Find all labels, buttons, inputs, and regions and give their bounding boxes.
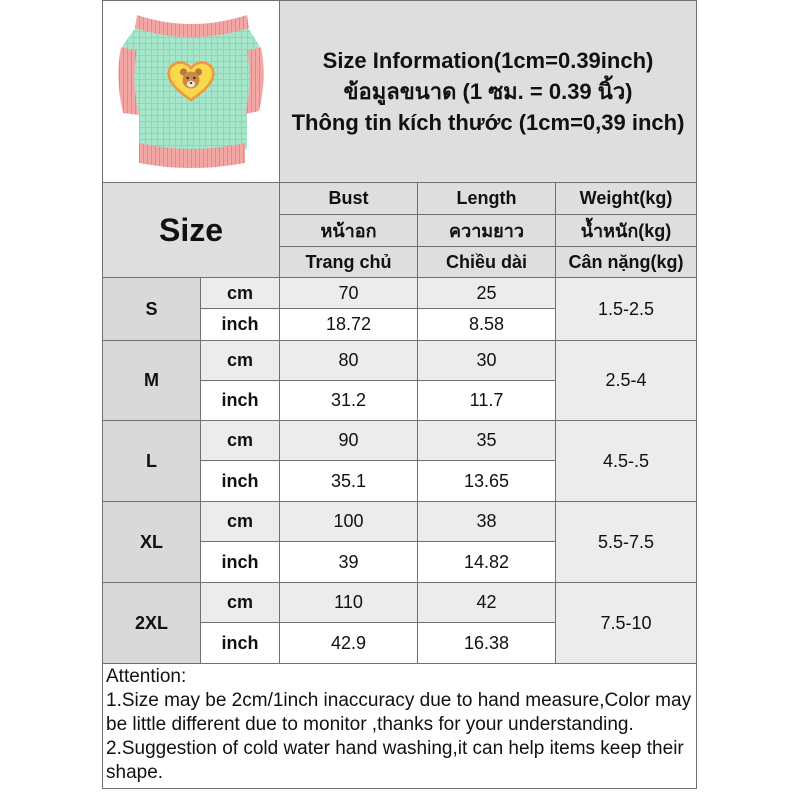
bust-cm-value: 100 <box>280 502 418 542</box>
unit-cm-label: cm <box>201 583 280 623</box>
size-label: L <box>103 421 201 502</box>
attention-note-2: 2.Suggestion of cold water hand washing,it can help items keep their shape. <box>106 738 684 783</box>
bust-header-en: Bust <box>280 183 418 215</box>
weight-value: 1.5-2.5 <box>556 278 697 341</box>
product-photo <box>103 1 280 183</box>
unit-cm-label: cm <box>201 421 280 461</box>
weight-value: 2.5-4 <box>556 341 697 421</box>
bust-cm-value: 90 <box>280 421 418 461</box>
weight-value: 7.5-10 <box>556 583 697 664</box>
unit-inch-label: inch <box>201 381 280 421</box>
bust-inch-value: 31.2 <box>280 381 418 421</box>
bust-inch-value: 35.1 <box>280 461 418 502</box>
length-inch-value: 13.65 <box>418 461 556 502</box>
length-cm-value: 42 <box>418 583 556 623</box>
unit-inch-label: inch <box>201 309 280 341</box>
length-header-en: Length <box>418 183 556 215</box>
size-label: XL <box>103 502 201 583</box>
bear-left-eye <box>186 77 188 79</box>
unit-cm-label: cm <box>201 278 280 309</box>
attention-notes <box>103 664 697 789</box>
size-label: 2XL <box>103 583 201 664</box>
bust-header-vi: Trang chủ <box>280 247 418 278</box>
length-cm-value: 25 <box>418 278 556 309</box>
weight-header-en: Weight(kg) <box>556 183 697 215</box>
bear-nose <box>190 82 193 84</box>
size-chart <box>102 0 697 789</box>
size-info-title-en: Size Information(1cm=0.39inch) <box>322 48 654 73</box>
length-inch-value: 14.82 <box>418 542 556 583</box>
bust-inch-value: 42.9 <box>280 623 418 664</box>
weight-header-th: น้ำหนัก(kg) <box>556 215 697 247</box>
unit-inch-label: inch <box>201 542 280 583</box>
length-cm-value: 38 <box>418 502 556 542</box>
unit-cm-label: cm <box>201 341 280 381</box>
bust-inch-value: 39 <box>280 542 418 583</box>
weight-header-vi: Cân nặng(kg) <box>556 247 697 278</box>
bust-header-th: หน้าอก <box>280 215 418 247</box>
length-inch-value: 11.7 <box>418 381 556 421</box>
length-inch-value: 8.58 <box>418 309 556 341</box>
bust-cm-value: 80 <box>280 341 418 381</box>
length-inch-value: 16.38 <box>418 623 556 664</box>
unit-cm-label: cm <box>201 502 280 542</box>
size-label: S <box>103 278 201 341</box>
length-cm-value: 35 <box>418 421 556 461</box>
size-heading: Size <box>103 183 280 278</box>
unit-inch-label: inch <box>201 461 280 502</box>
length-header-vi: Chiều dài <box>418 247 556 278</box>
length-header-th: ความยาว <box>418 215 556 247</box>
size-label: M <box>103 341 201 421</box>
bust-cm-value: 70 <box>280 278 418 309</box>
length-cm-value: 30 <box>418 341 556 381</box>
unit-inch-label: inch <box>201 623 280 664</box>
attention-note-1: 1.Size may be 2cm/1inch inaccuracy due to hand measure,Color may be little different due to monitor ,thanks for your understanding. <box>106 690 692 735</box>
size-info-header <box>280 1 697 183</box>
attention-heading: Attention: <box>106 666 187 687</box>
size-info-title-th: ข้อมูลขนาด (1 ซม. = 0.39 นิ้ว) <box>343 79 633 104</box>
weight-value: 5.5-7.5 <box>556 502 697 583</box>
pet-vest-illustration <box>103 1 279 182</box>
bust-inch-value: 18.72 <box>280 309 418 341</box>
size-info-title-vi: Thông tin kích thước (1cm=0,39 inch) <box>291 110 685 135</box>
bear-right-eye <box>193 77 195 79</box>
weight-value: 4.5-.5 <box>556 421 697 502</box>
bust-cm-value: 110 <box>280 583 418 623</box>
